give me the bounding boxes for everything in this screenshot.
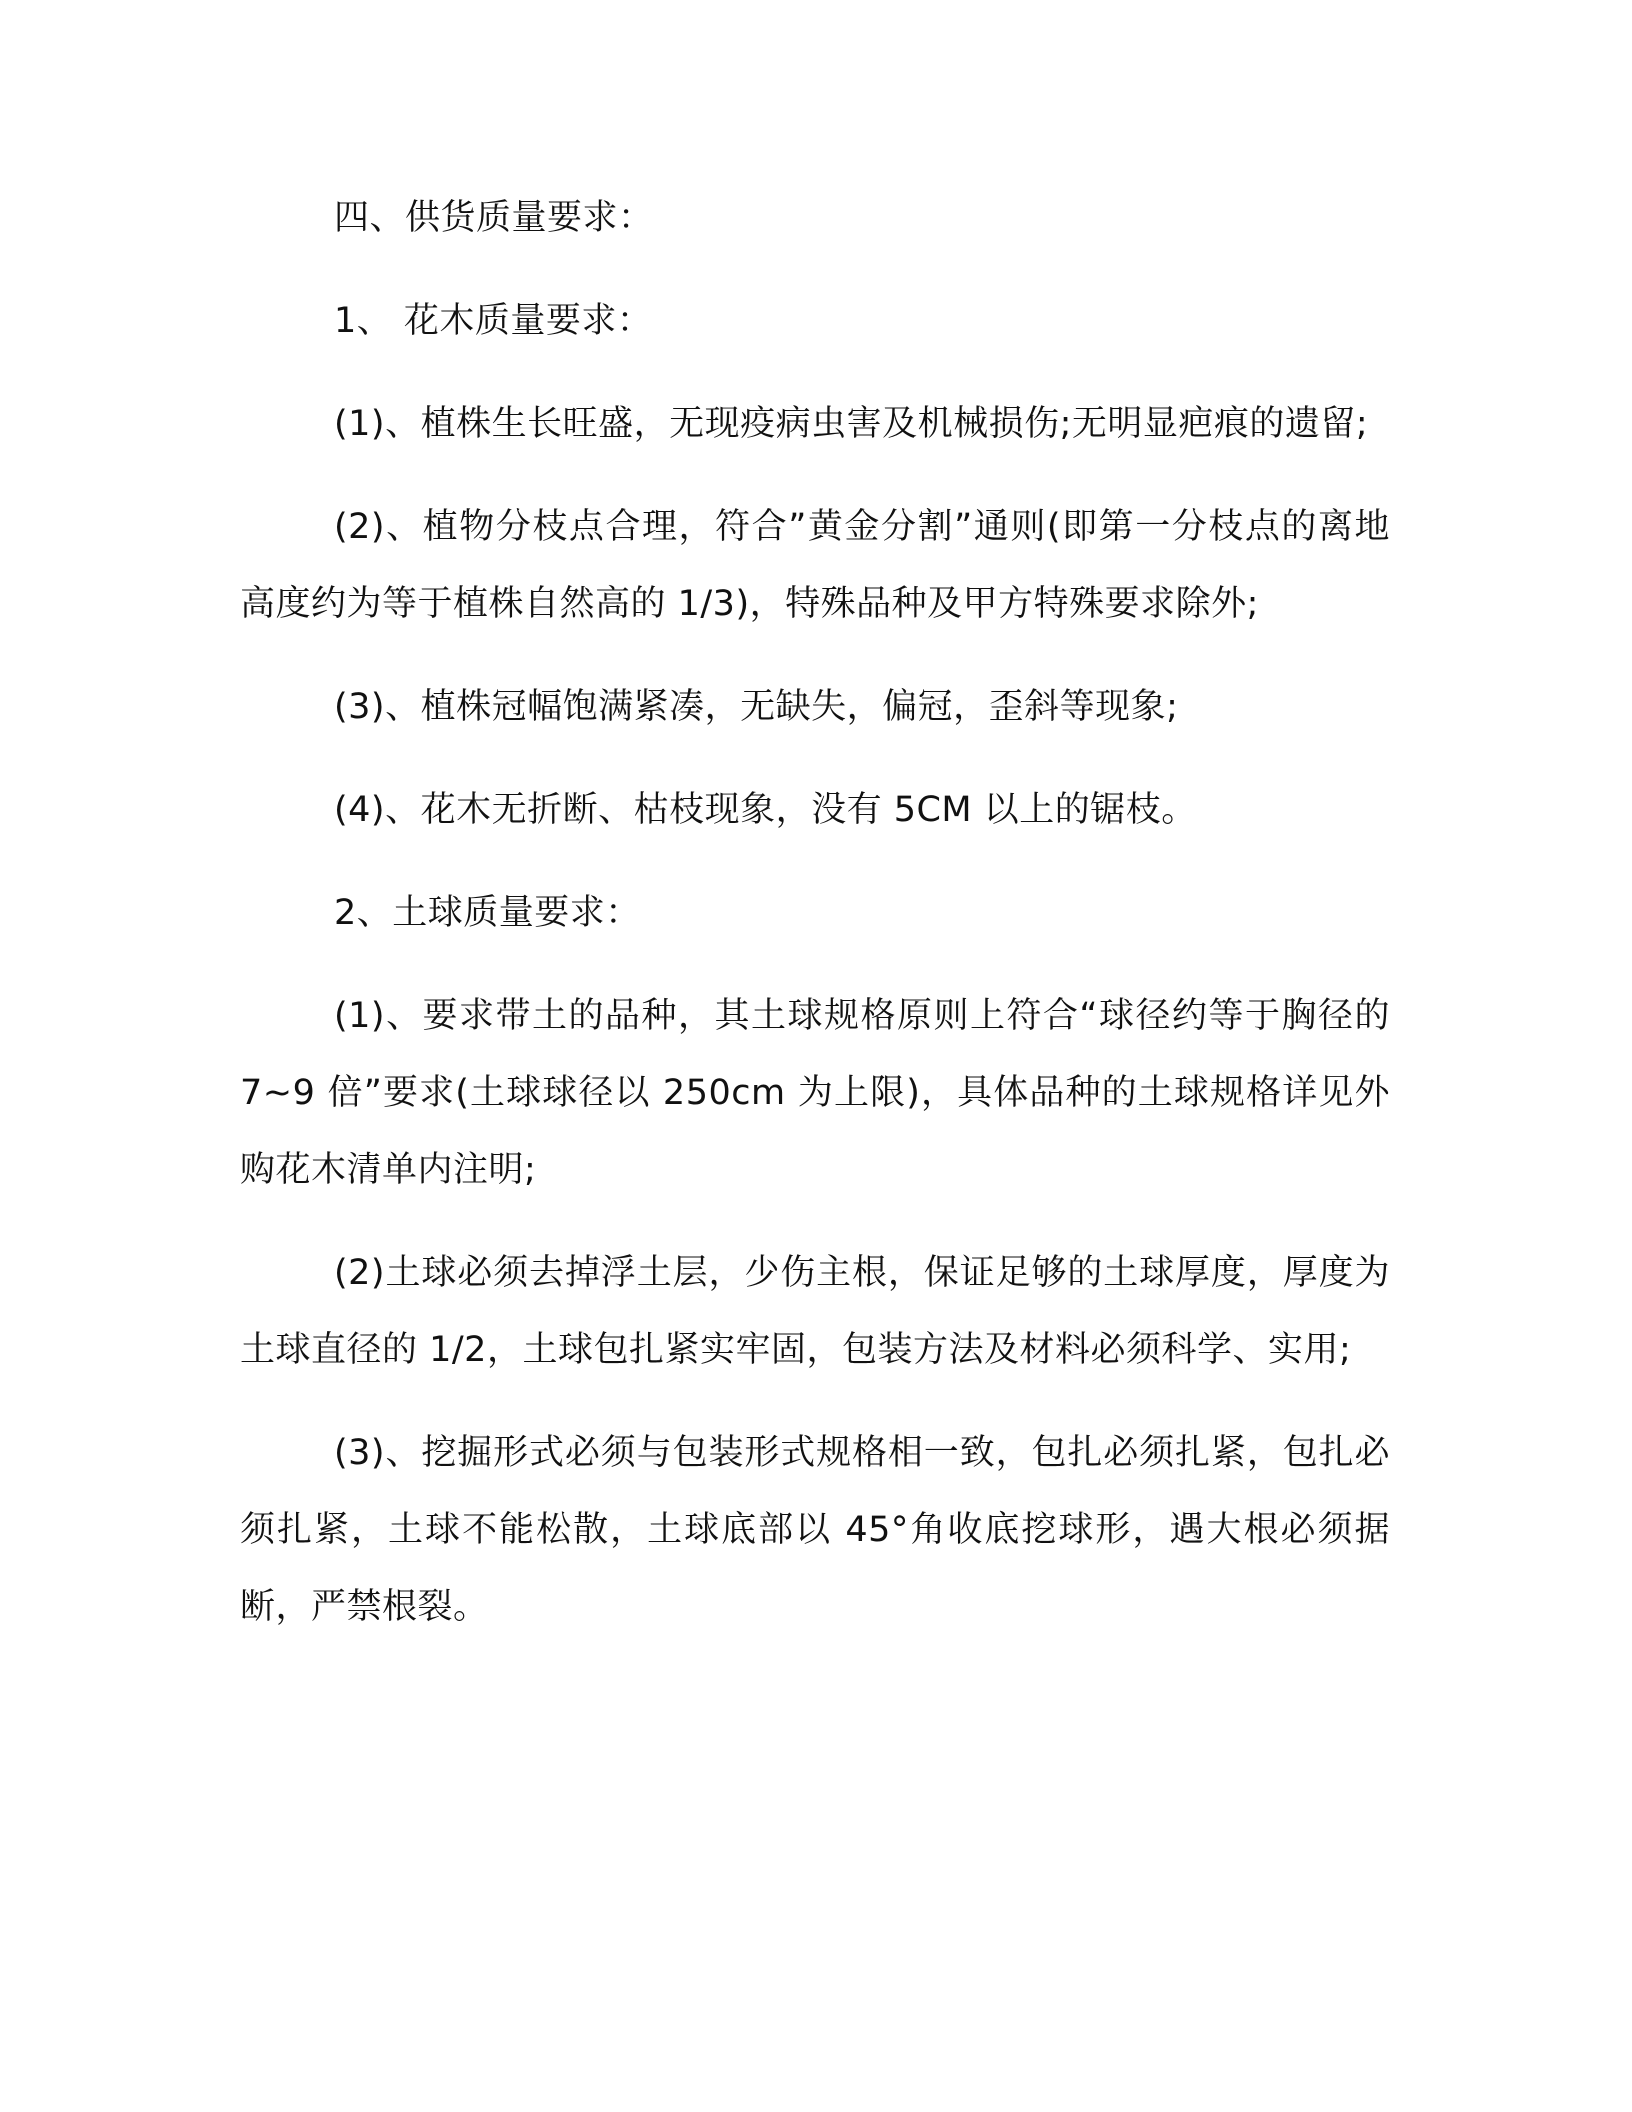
document-page	[240, 180, 1390, 1672]
section-title: 四、供货质量要求：	[334, 198, 654, 238]
subsection-2-title: 2、土球质量要求：	[334, 893, 641, 933]
subsection-2-item-1: (1)、要求带土的品种，其土球规格原则上符合“球径约等于胸径的 7~9 倍”要求(土球球径以 250cm 为上限)，具体品种的土球规格详见外购花木清单内注明;	[240, 996, 1390, 1190]
subsection-1-item-3: (3)、植株冠幅饱满紧凑，无缺失，偏冠，歪斜等现象;	[334, 687, 1179, 727]
subsection-1-item-1: (1)、植株生长旺盛，无现疫病虫害及机械损伤;无明显疤痕的遗留;	[334, 404, 1369, 444]
subsection-1-title: 1、 花木质量要求：	[334, 301, 653, 341]
subsection-1-item-2: (2)、植物分枝点合理，符合”黄金分割”通则(即第一分枝点的离地高度约为等于植株自然高的 1/3)，特殊品种及甲方特殊要求除外;	[240, 507, 1390, 624]
subsection-2-item-2: (2)土球必须去掉浮土层，少伤主根，保证足够的土球厚度，厚度为土球直径的 1/2，土球包扎紧实牢固，包装方法及材料必须科学、实用;	[240, 1253, 1390, 1370]
subsection-2-item-3: (3)、挖掘形式必须与包装形式规格相一致，包扎必须扎紧，包扎必须扎紧，土球不能松散，土球底部以 45°角收底挖球形，遇大根必须据断，严禁根裂。	[240, 1433, 1390, 1627]
subsection-1-item-4: (4)、花木无折断、枯枝现象，没有 5CM 以上的锯枝。	[334, 790, 1197, 830]
